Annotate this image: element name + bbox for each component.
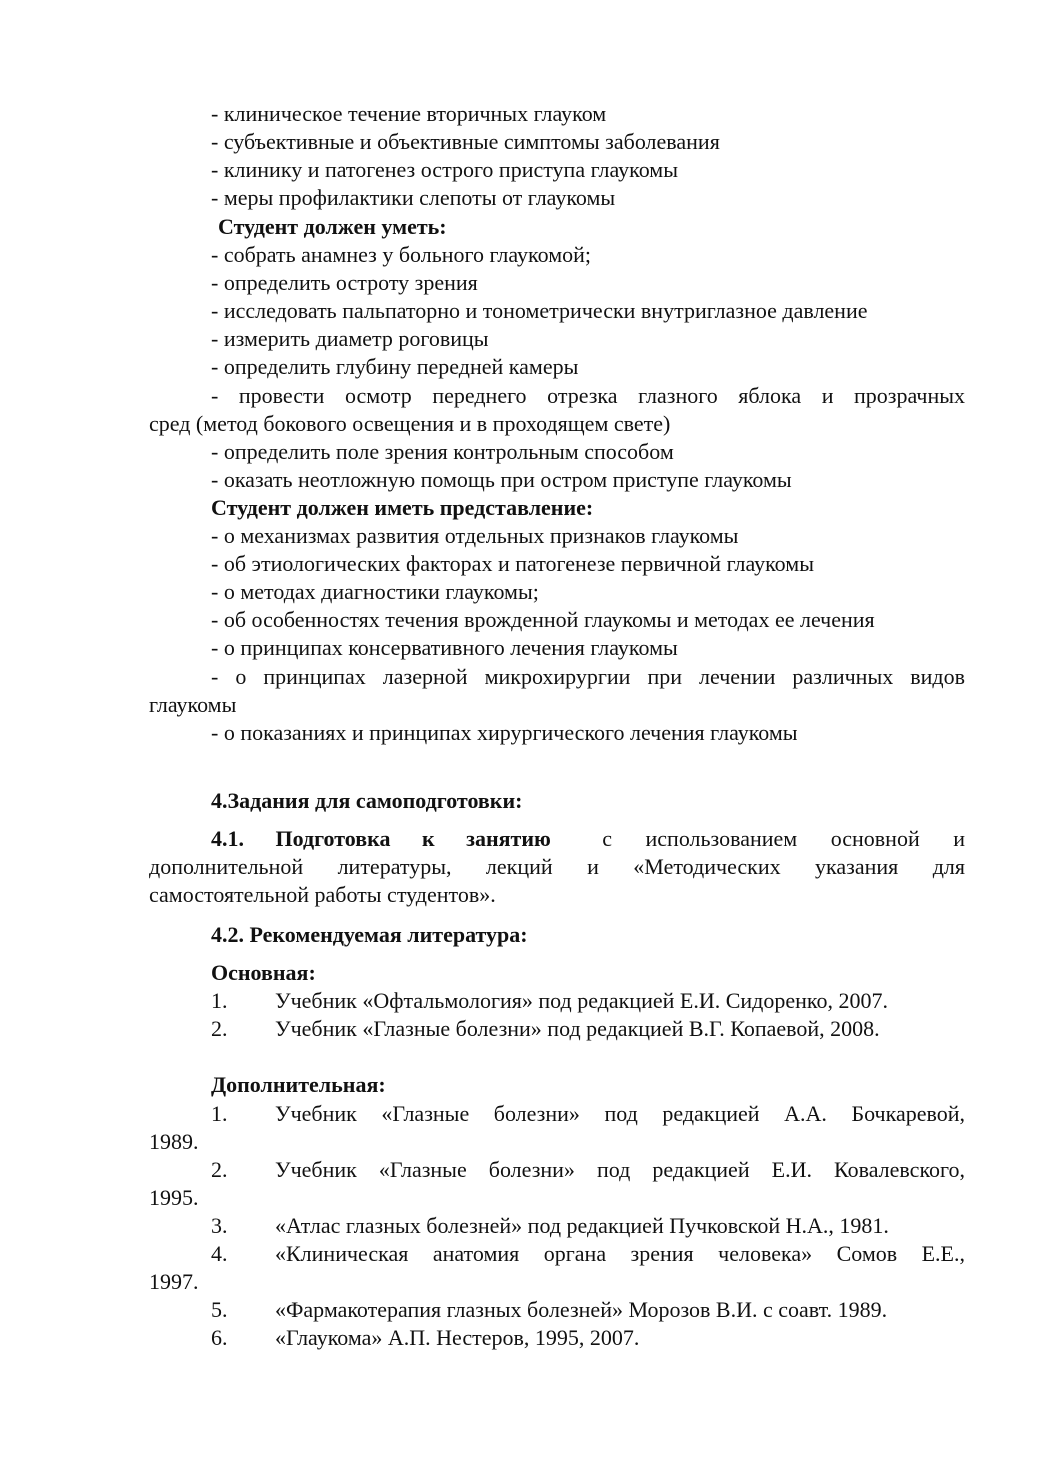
reference-number: 3.: [211, 1213, 228, 1238]
list-item: - о принципах лазерной микрохирургии при лечении различных видов: [211, 664, 965, 689]
reference-text: Учебник «Глазные болезни» под редакцией В.Г. Копаевой, 2008.: [275, 1016, 880, 1041]
list-item: - об этиологических факторах и патогенезе первичной глаукомы: [211, 551, 814, 576]
list-item: - о принципах консервативного лечения глаукомы: [211, 635, 678, 660]
representation-heading: Студент должен иметь представление:: [211, 495, 594, 520]
skills-heading: Студент должен уметь:: [218, 214, 447, 239]
section-4-1-line3: самостоятельной работы студентов».: [149, 882, 496, 907]
list-item-continuation: глаукомы: [149, 692, 237, 717]
list-item: - определить остроту зрения: [211, 270, 478, 295]
list-item: - оказать неотложную помощь при остром приступе глаукомы: [211, 467, 792, 492]
list-item: - об особенностях течения врожденной глаукомы и методах ее лечения: [211, 607, 875, 632]
reference-text: «Глаукома» А.П. Нестеров, 1995, 2007.: [275, 1325, 640, 1350]
main-literature-heading: Основная:: [211, 960, 316, 985]
reference-number: 4.: [211, 1241, 228, 1266]
list-item: - о показаниях и принципах хирургического лечения глаукомы: [211, 720, 798, 745]
reference-number: 6.: [211, 1325, 228, 1350]
reference-text: Учебник «Глазные болезни» под редакцией Е.И. Ковалевского,: [275, 1157, 965, 1182]
reference-text: «Клиническая анатомия органа зрения человека» Сомов Е.Е.,: [275, 1241, 965, 1266]
list-item: - клиническое течение вторичных глауком: [211, 101, 607, 126]
reference-continuation: 1989.: [149, 1129, 199, 1154]
reference-continuation: 1995.: [149, 1185, 199, 1210]
list-item: - субъективные и объективные симптомы заболевания: [211, 129, 720, 154]
reference-text: «Атлас глазных болезней» под редакцией Пучковской Н.А., 1981.: [275, 1213, 889, 1238]
section-4-1-label: 4.1. Подготовка к занятию: [211, 826, 551, 851]
list-item: - о методах диагностики глаукомы;: [211, 579, 539, 604]
list-item: - собрать анамнез у больного глаукомой;: [211, 242, 592, 267]
reference-text: «Фармакотерапия глазных болезней» Морозов В.И. с соавт. 1989.: [275, 1297, 888, 1322]
list-item: - меры профилактики слепоты от глаукомы: [211, 185, 616, 210]
reference-text: Учебник «Глазные болезни» под редакцией А.А. Бочкаревой,: [275, 1101, 965, 1126]
section-4-1-line2: дополнительной литературы, лекций и «Методических указания для: [149, 854, 965, 879]
list-item: - измерить диаметр роговицы: [211, 326, 489, 351]
list-item: - провести осмотр переднего отрезка глазного яблока и прозрачных: [211, 383, 965, 408]
additional-literature-heading: Дополнительная:: [211, 1072, 386, 1097]
list-item: - определить глубину передней камеры: [211, 354, 579, 379]
section-4-1-line1: [211, 825, 965, 853]
section-4-1-text: с использованием основной и: [602, 826, 965, 851]
reference-number: 1.: [211, 1101, 228, 1126]
reference-number: 1.: [211, 988, 228, 1013]
list-item: - исследовать пальпаторно и тонометрически внутриглазное давление: [211, 298, 868, 323]
section-4-2-heading: 4.2. Рекомендуемая литература:: [211, 922, 528, 947]
reference-number: 2.: [211, 1157, 228, 1182]
reference-continuation: 1997.: [149, 1269, 199, 1294]
list-item: - о механизмах развития отдельных признаков глаукомы: [211, 523, 739, 548]
reference-number: 5.: [211, 1297, 228, 1322]
section-heading: 4.Задания для самоподготовки:: [211, 788, 523, 813]
reference-text: Учебник «Офтальмология» под редакцией Е.И. Сидоренко, 2007.: [275, 988, 888, 1013]
reference-number: 2.: [211, 1016, 228, 1041]
list-item: - определить поле зрения контрольным способом: [211, 439, 674, 464]
list-item: - клинику и патогенез острого приступа глаукомы: [211, 157, 678, 182]
list-item-continuation: сред (метод бокового освещения и в проходящем свете): [149, 411, 671, 436]
